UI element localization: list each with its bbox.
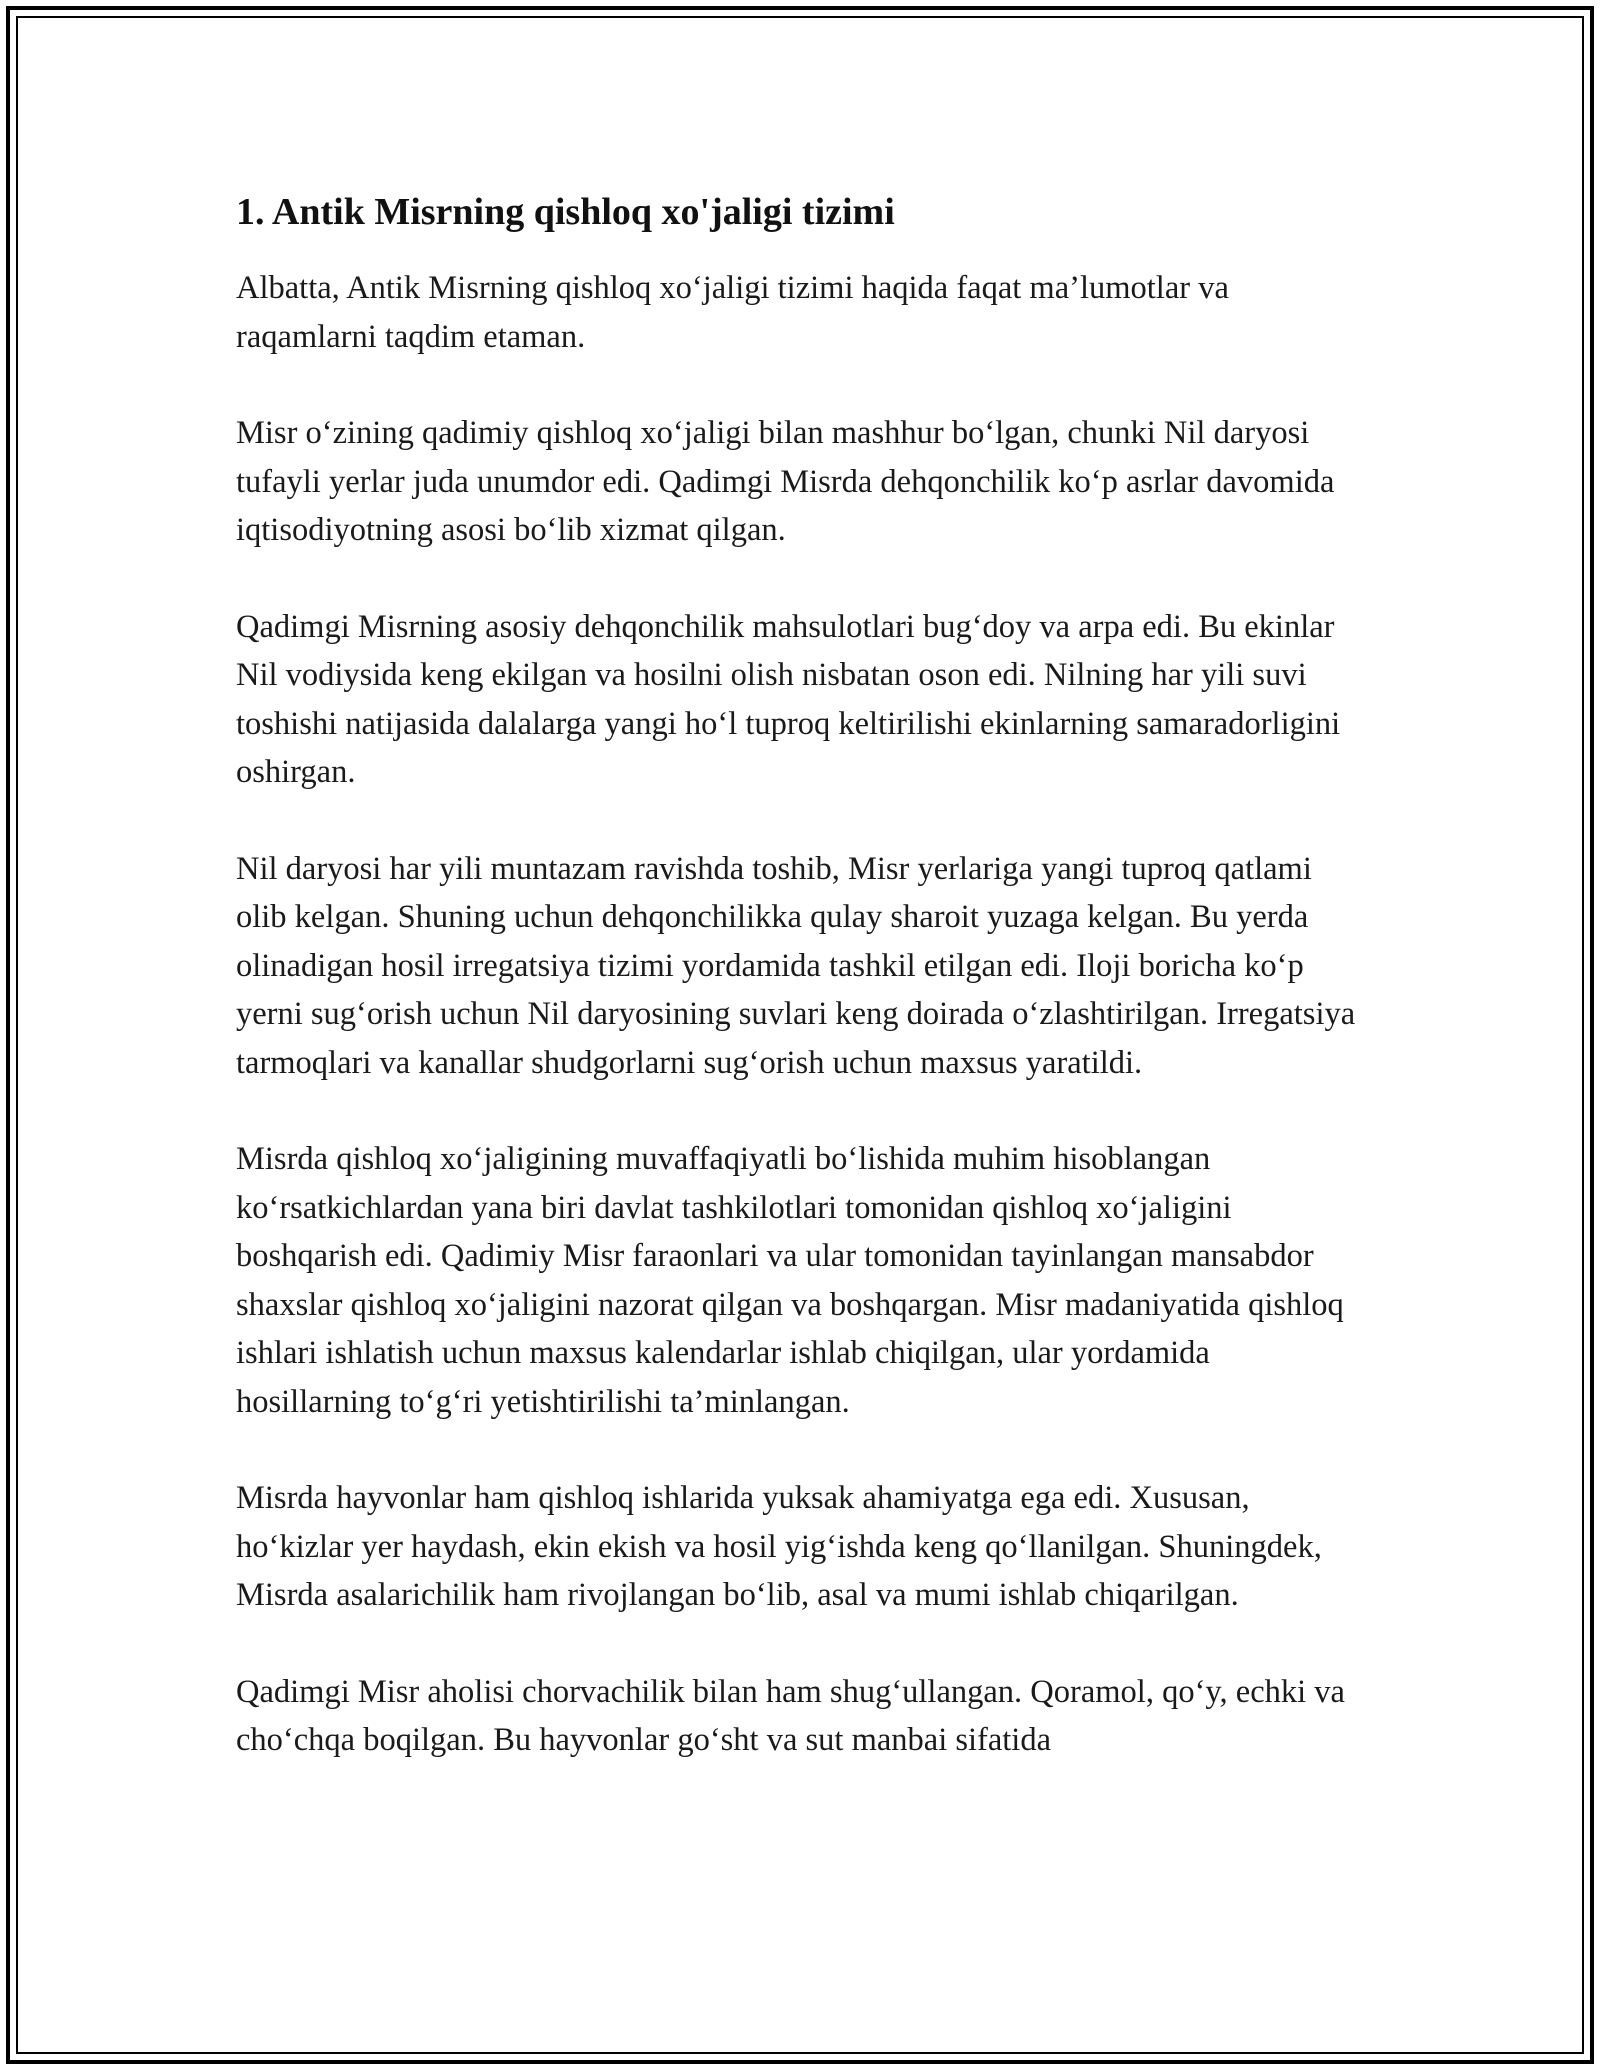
paragraph-3: Qadimgi Misrning asosiy dehqonchilik mahsulotlari bug‘doy va arpa edi. Bu ekinlar Nil vodiysida keng ekilgan va hosilni olish nisbatan oson edi. Nilning har yili suvi toshishi natijasida dalalarga yangi ho‘l tuproq keltirilishi ekinlarning samaradorligini oshirgan.: [236, 608, 1341, 790]
paragraph-4: Nil daryosi har yili muntazam ravishda toshib, Misr yerlariga yangi tuproq qatlami olib kelgan. Shuning uchun dehqonchilikka qulay sharoit yuzaga kelgan. Bu yerda olinadigan hosil irregatsiya tizimi yordamida tashkil etilgan edi. Iloji boricha ko‘p yerni sug‘orish uchun Nil daryosining suvlari keng doirada o‘zlashtirilgan. Irregatsiya tarmoqlari va kanallar shudgorlarni sug‘orish uchun maxsus yaratildi.: [236, 850, 1356, 1081]
paragraph-6: Misrda hayvonlar ham qishloq ishlarida yuksak ahamiyatga ega edi. Xususan, ho‘kizlar yer haydash, ekin ekish va hosil yig‘ishda keng qo‘llanilgan. Shuningdek, Misrda asalarichilik ham rivojlangan bo‘lib, asal va mumi ishlab chiqarilgan.: [236, 1480, 1322, 1613]
document-body: [236, 188, 1366, 1813]
paragraph-7: Qadimgi Misr aholisi chorvachilik bilan ham shug‘ullangan. Qoramol, qo‘y, echki va cho‘chqa boqilgan. Bu hayvonlar go‘sht va sut manbai sifatida: [236, 1673, 1345, 1758]
document-title: 1. Antik Misrning qishloq xo'jaligi tizimi: [236, 191, 895, 233]
paragraph-1: Albatta, Antik Misrning qishloq xo‘jaligi tizimi haqida faqat ma’lumotlar va raqamlarni taqdim etaman.: [236, 270, 1229, 355]
paragraph-2: Misr o‘zining qadimiy qishloq xo‘jaligi bilan mashhur bo‘lgan, chunki Nil daryosi tufayli yerlar juda unumdor edi. Qadimgi Misrda dehqonchilik ko‘p asrlar davomida iqtisodiyotning asosi bo‘lib xizmat qilgan.: [236, 415, 1335, 548]
paragraph-5: Misrda qishloq xo‘jaligining muvaffaqiyatli bo‘lishida muhim hisoblangan ko‘rsatkichlardan yana biri davlat tashkilotlari tomonidan qishloq xo‘jaligini boshqarish edi. Qadimiy Misr faraonlari va ular tomonidan tayinlangan mansabdor shaxslar qishloq xo‘jaligini nazorat qilgan va boshqargan. Misr madaniyatida qishloq ishlari ishlatish uchun maxsus kalendarlar ishlab chiqilgan, ular yordamida hosillarning to‘g‘ri yetishtirilishi ta’minlangan.: [236, 1141, 1344, 1420]
